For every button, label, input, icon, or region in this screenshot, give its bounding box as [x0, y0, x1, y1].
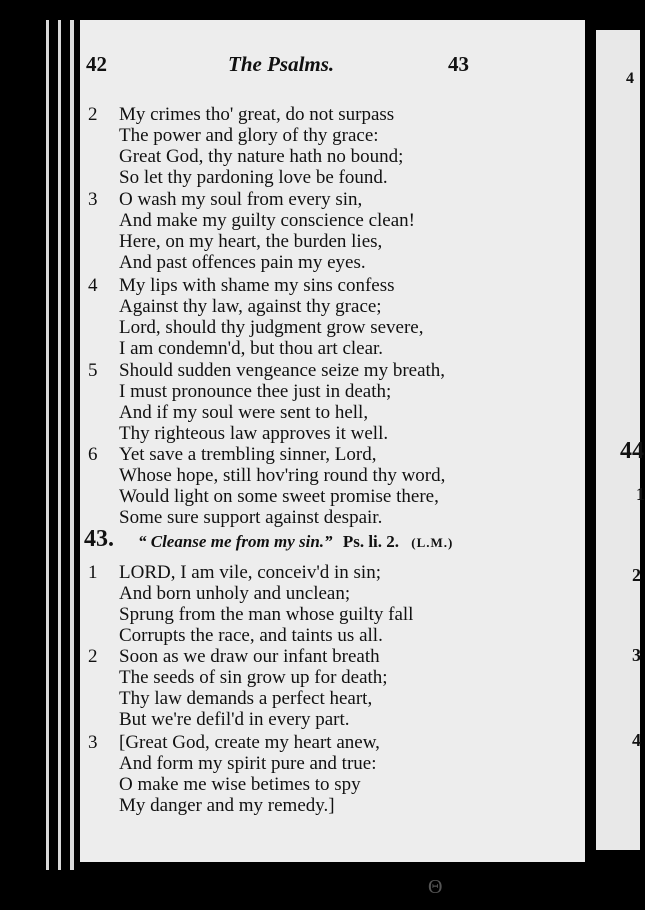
verse-line: But we're defil'd in every part. [119, 709, 350, 730]
spine-edge-line [70, 20, 74, 870]
verse-line: I must pronounce thee just in death; [119, 381, 392, 402]
verse-line: My crimes tho' great, do not surpass [119, 104, 395, 125]
stanza [88, 104, 500, 188]
verse-line: And past offences pain my eyes. [119, 252, 366, 273]
running-title: The Psalms. [228, 52, 335, 76]
psalm-reference: Ps. li. 2. [342, 532, 400, 551]
verse-line: [Great God, create my heart anew, [119, 732, 380, 753]
right-page-fragment: 2 [632, 565, 641, 585]
verse-line: I am condemn'd, but thou art clear. [119, 338, 384, 359]
book-spine [0, 0, 80, 910]
stanza [88, 562, 500, 646]
verse-number: 1 [88, 562, 98, 583]
verse-line: And make my guilty conscience clean! [119, 210, 415, 231]
stanza [88, 360, 500, 444]
bottom-mark: Θ [428, 876, 443, 898]
verse-number: 2 [88, 646, 98, 667]
verse-line: Against thy law, against thy grace; [119, 296, 382, 317]
verse-line: The seeds of sin grow up for death; [119, 667, 388, 688]
verse-line: My lips with shame my sins confess [119, 275, 395, 296]
psalm-heading [138, 532, 453, 552]
right-page-fragment: 4 [632, 730, 641, 750]
stanza [88, 189, 500, 273]
verse-number: 4 [88, 275, 98, 296]
verse-line: Should sudden vengeance seize my breath, [119, 360, 446, 381]
verse-line: Corrupts the race, and taints us all. [119, 625, 383, 646]
verse-line: Soon as we draw our infant breath [119, 646, 380, 667]
verse-line: Some sure support against despair. [119, 507, 383, 528]
stanza [88, 275, 500, 359]
stanza [88, 444, 500, 528]
spine-edge-line [58, 20, 61, 870]
verse-number: 2 [88, 104, 98, 125]
verse-line: LORD, I am vile, conceiv'd in sin; [119, 562, 381, 583]
psalm-title-quote: “ Cleanse me from my sin.” [138, 532, 333, 551]
psalm-meter: (L.M.) [411, 535, 454, 550]
verse-line: Lord, should thy judgment grow severe, [119, 317, 424, 338]
verse-line: My danger and my remedy.] [119, 795, 335, 816]
right-page-fragment: 4 [626, 70, 634, 87]
verse-line: Great God, thy nature hath no bound; [119, 146, 404, 167]
verse-number: 6 [88, 444, 98, 465]
verse-line: And born unholy and unclean; [119, 583, 351, 604]
verse-line: And if my soul were sent to hell, [119, 402, 369, 423]
verse-line: O wash my soul from every sin, [119, 189, 363, 210]
right-page-fragment: 44 [620, 438, 644, 464]
verse-line: And form my spirit pure and true: [119, 753, 377, 774]
verse-line: So let thy pardoning love be found. [119, 167, 388, 188]
spine-edge-line [46, 20, 49, 870]
right-page-fragment: 3 [632, 645, 641, 665]
right-page-edge [596, 30, 645, 850]
verse-line: Sprung from the man whose guilty fall [119, 604, 414, 625]
right-page-fragment: 1 [636, 484, 645, 504]
page-number-right: 43 [448, 52, 469, 76]
page-number-left: 42 [86, 52, 107, 76]
verse-line: Thy righteous law approves it well. [119, 423, 389, 444]
psalm-number: 43. [84, 526, 114, 552]
verse-line: The power and glory of thy grace: [119, 125, 379, 146]
stanza [88, 732, 500, 816]
verse-number: 3 [88, 189, 98, 210]
verse-number: 3 [88, 732, 98, 753]
verse-line: Thy law demands a perfect heart, [119, 688, 373, 709]
verse-line: Here, on my heart, the burden lies, [119, 231, 383, 252]
stanza [88, 646, 500, 730]
verse-line: Would light on some sweet promise there, [119, 486, 439, 507]
verse-line: Whose hope, still hov'ring round thy word, [119, 465, 446, 486]
verse-line: O make me wise betimes to spy [119, 774, 361, 795]
verse-line: Yet save a trembling sinner, Lord, [119, 444, 377, 465]
verse-number: 5 [88, 360, 98, 381]
